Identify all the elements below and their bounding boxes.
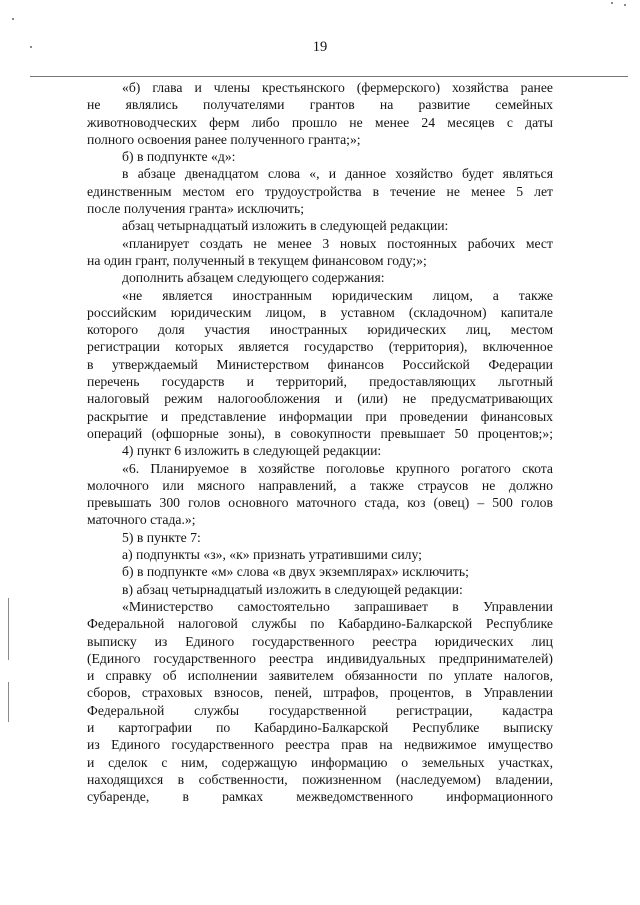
text-line: и картографии по Кабардино-Балкарской Республике выписку bbox=[87, 719, 553, 735]
text-line: налоговый режим налогообложения и (или) не предусматривающих bbox=[87, 391, 553, 407]
scan-speck bbox=[12, 18, 14, 20]
text-line: не являлись получателями грантов на развитие семейных bbox=[87, 97, 553, 113]
text-line: которого доля участия иностранных юридических лиц, местом bbox=[87, 322, 553, 338]
text-line: полного освоения ранее полученного гранта;»; bbox=[87, 131, 361, 147]
text-line: «не является иностранным юридическим лицом, а также bbox=[122, 287, 553, 303]
text-line: маточного стада.»; bbox=[87, 512, 196, 528]
text-line: а) подпункты «з», «к» признать утратившими силу; bbox=[122, 547, 422, 563]
page-number: 19 bbox=[312, 39, 328, 55]
text-line: в утверждаемый Министерством финансов Российской Федерации bbox=[87, 356, 553, 372]
text-line: операций (офшорные зоны), в совокупности превышает 50 процентов;»; bbox=[87, 425, 553, 441]
text-line: б) в подпункте «м» слова «в двух экземплярах» исключить; bbox=[122, 564, 469, 580]
text-line: животноводческих ферм либо прошло не менее 24 месяцев с даты bbox=[87, 114, 553, 130]
text-line: перечень государств и территорий, предоставляющих льготный bbox=[87, 374, 553, 390]
text-line: Федеральной налоговой службы по Кабардино-Балкарской Республике bbox=[87, 616, 553, 632]
text-line: на один грант, полученный в текущем финансовом году;»; bbox=[87, 252, 427, 268]
scan-speck bbox=[624, 4, 626, 6]
text-line: и сделок с ним, содержащую информацию о земельных участках, bbox=[87, 754, 553, 770]
text-line: выписку из Единого государственного реестра юридических лиц bbox=[87, 633, 553, 649]
document-body bbox=[87, 79, 553, 805]
text-line: субаренде, в рамках межведомственного информационного bbox=[87, 789, 553, 805]
text-line: из Единого государственного реестра прав на недвижимое имущество bbox=[87, 737, 553, 753]
text-line: «Министерство самостоятельно запрашивает в Управлении bbox=[122, 598, 553, 614]
text-line: б) в подпункте «д»: bbox=[122, 149, 236, 165]
text-line: регистрации которых является государство (территория), включенное bbox=[87, 339, 553, 355]
text-line: Федеральной службы государственной регистрации, кадастра bbox=[87, 702, 553, 718]
text-line: в) абзац четырнадцатый изложить в следующей редакции: bbox=[122, 581, 463, 597]
text-line: дополнить абзацем следующего содержания: bbox=[122, 270, 385, 286]
text-line: раскрытие и представление информации при проведении финансовых bbox=[87, 408, 553, 424]
text-line: 5) в пункте 7: bbox=[122, 529, 201, 545]
text-line: «б) глава и члены крестьянского (фермерского) хозяйства ранее bbox=[122, 80, 553, 95]
text-line: находящихся в собственности, пожизненном (наследуемом) владении, bbox=[87, 771, 553, 787]
header-rule bbox=[30, 76, 628, 77]
scan-margin-mark bbox=[8, 598, 9, 660]
text-line: после получения гранта» исключить; bbox=[87, 201, 305, 217]
scan-margin-mark bbox=[8, 682, 9, 722]
text-line: «планирует создать не менее 3 новых постоянных рабочих мест bbox=[122, 235, 553, 251]
text-line: абзац четырнадцатый изложить в следующей редакции: bbox=[122, 218, 449, 234]
scan-speck bbox=[611, 2, 613, 4]
text-line: превышать 300 голов основного маточного стада, коз (овец) – 500 голов bbox=[87, 495, 553, 511]
text-line: в абзаце двенадцатом слова «, и данное хозяйство будет являться bbox=[122, 166, 553, 182]
text-line: и справку об исполнении заявителем обязанности по уплате налогов, bbox=[87, 668, 553, 684]
text-line: 4) пункт 6 изложить в следующей редакции: bbox=[122, 443, 382, 459]
text-line: сборов, страховых взносов, пеней, штрафов, процентов, в Управлении bbox=[87, 685, 553, 701]
text-line: молочного или мясного направлений, а также страусов не должно bbox=[87, 477, 553, 493]
text-line: «6. Планируемое в хозяйстве поголовье крупного рогатого скота bbox=[122, 460, 553, 476]
text-line: единственным местом его трудоустройства в течение не менее 5 лет bbox=[87, 183, 553, 199]
text-line: российским юридическим лицом, в уставном (складочном) капитале bbox=[87, 304, 553, 320]
text-line: (Единого государственного реестра индивидуальных предпринимателей) bbox=[87, 650, 553, 666]
